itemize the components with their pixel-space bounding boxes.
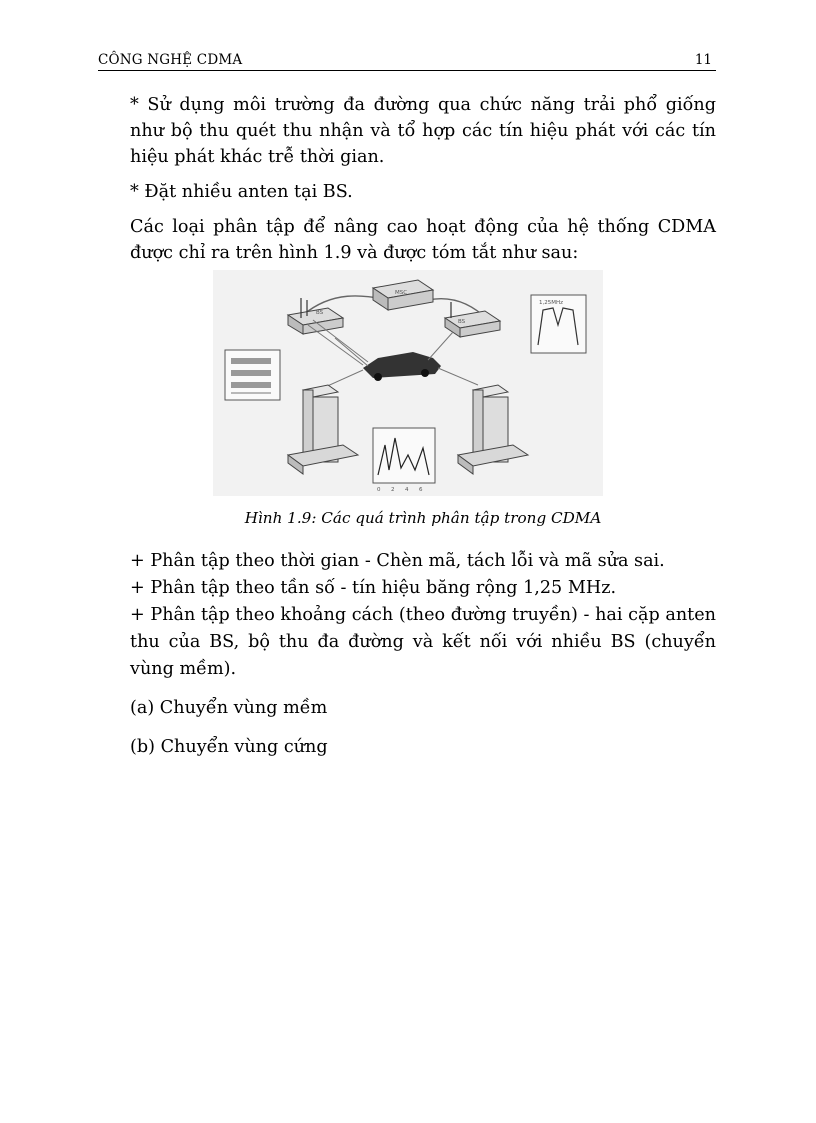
building-right [458,385,528,474]
building-left [288,385,358,474]
axis-tick-0: 0 [377,487,381,493]
multipath-panel [373,428,435,493]
diversity-list [130,548,716,761]
bs-right-label: BS [458,319,466,325]
bs-left-node [288,298,343,334]
paragraph-antennas: * Đặt nhiều anten tại BS. [130,182,353,202]
running-header [98,50,716,71]
figure-caption: Hình 1.9: Các quá trình phân tập trong CDMA [244,509,602,527]
list-item-hard-handoff: (b) Chuyển vùng cứng [130,737,328,757]
axis-tick-2: 2 [391,487,395,493]
bs-left-label: BS [316,310,324,316]
msc-label: MSC [395,290,408,296]
msc-node [373,280,433,310]
time-diversity-panel [225,350,280,400]
diversity-diagram [213,270,603,496]
axis-tick-4: 4 [405,487,409,493]
list-item-space: + Phân tập theo khoảng cách (theo đường truyền) - hai cặp anten thu của BS, bộ thu đa đường và kết nối với nhiều BS (chuyển vùng mềm). [130,605,716,679]
axis-tick-6: 6 [419,487,423,493]
list-item-soft-handoff: (a) Chuyển vùng mềm [130,698,328,718]
paragraph-multipath: * Sử dụng môi trường đa đường qua chức năng trải phổ giống như bộ thu quét thu nhận và tổ hợp các tín hiệu phát với các tín hiệu phát khác trễ thời gian. [130,95,716,167]
list-item-time: + Phân tập theo thời gian - Chèn mã, tách lỗi và mã sửa sai. [130,551,665,571]
body-text [130,92,716,266]
page-number: 11 [694,52,712,68]
diversity-figure [213,270,603,496]
list-item-frequency: + Phân tập theo tần số - tín hiệu băng rộng 1,25 MHz. [130,578,617,598]
header-title: CÔNG NGHỆ CDMA [98,52,243,68]
paragraph-intro-figure: Các loại phân tập để nâng cao hoạt động của hệ thống CDMA được chỉ ra trên hình 1.9 và được tóm tắt như sau: [130,217,716,263]
frequency-diversity-panel [531,295,586,353]
car-icon [363,352,441,381]
freq-value-label: 1,25MHz [539,300,564,306]
